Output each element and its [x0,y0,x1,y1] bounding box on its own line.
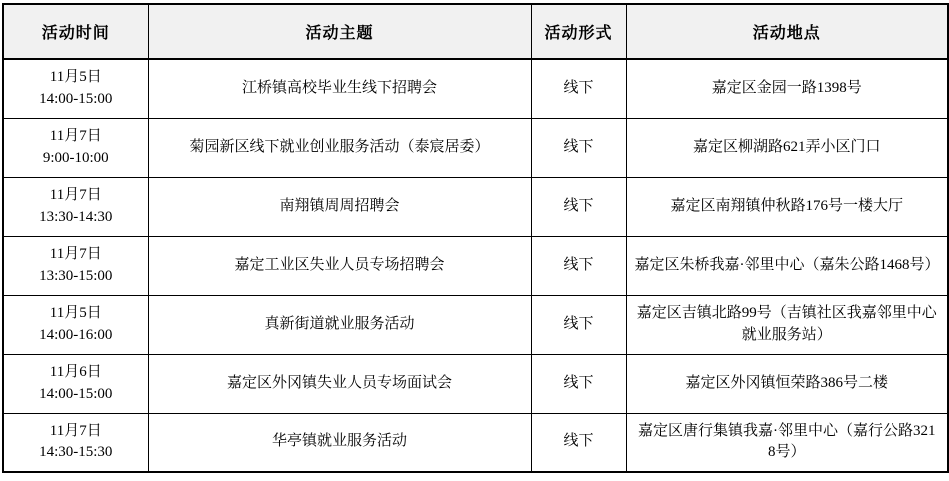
activity-date: 11月5日 [49,69,102,85]
table-row [3,354,948,413]
cell-activity-theme: 华亭镇就业服务活动 [148,413,531,472]
cell-activity-location: 嘉定区朱桥我嘉·邻里中心（嘉朱公路1468号） [626,236,948,295]
activity-time-range: 14:00-15:00 [39,385,113,402]
activity-date: 11月7日 [49,186,102,203]
header-activity-theme: 活动主题 [148,4,531,59]
cell-activity-location: 嘉定区吉镇北路99号（吉镇社区我嘉邻里中心就业服务站） [626,295,948,354]
cell-activity-time [3,59,148,118]
cell-activity-format: 线下 [531,118,626,177]
cell-activity-location: 嘉定区唐行集镇我嘉·邻里中心（嘉行公路3218号） [626,413,948,472]
cell-activity-format: 线下 [531,236,626,295]
activity-date: 11月7日 [49,127,102,144]
cell-activity-location: 嘉定区南翔镇仲秋路176号一楼大厅 [626,177,948,236]
cell-activity-time [3,295,148,354]
activity-time-range: 13:30-15:00 [39,267,113,284]
activity-time-range: 14:00-16:00 [39,326,113,343]
cell-activity-time [3,413,148,472]
activity-date: 11月7日 [49,422,102,439]
activity-date: 11月7日 [49,245,102,262]
cell-activity-theme: 南翔镇周周招聘会 [148,177,531,236]
header-activity-location: 活动地点 [626,4,948,59]
cell-activity-time [3,236,148,295]
activity-time-range: 14:00-15:00 [39,90,113,107]
table-row [3,177,948,236]
cell-activity-format: 线下 [531,295,626,354]
cell-activity-format: 线下 [531,177,626,236]
cell-activity-theme: 嘉定工业区失业人员专场招聘会 [148,236,531,295]
cell-activity-theme: 真新街道就业服务活动 [148,295,531,354]
cell-activity-location: 嘉定区外冈镇恒荣路386号二楼 [626,354,948,413]
cell-activity-theme: 菊园新区线下就业创业服务活动（泰宸居委） [148,118,531,177]
cell-activity-format: 线下 [531,59,626,118]
table-row [3,413,948,472]
table-row [3,118,948,177]
cell-activity-theme: 嘉定区外冈镇失业人员专场面试会 [148,354,531,413]
table-row [3,59,948,118]
table-row [3,236,948,295]
header-row [3,4,948,59]
activity-time-range: 13:30-14:30 [39,208,113,225]
cell-activity-time [3,177,148,236]
activity-schedule-table [2,3,949,473]
cell-activity-location: 嘉定区柳湖路621弄小区门口 [626,118,948,177]
activity-time-range: 9:00-10:00 [42,149,109,166]
activity-date: 11月6日 [49,363,102,380]
cell-activity-theme: 江桥镇高校毕业生线下招聘会 [148,59,531,118]
activity-date: 11月5日 [49,304,102,321]
cell-activity-time [3,354,148,413]
cell-activity-format: 线下 [531,413,626,472]
activity-time-range: 14:30-15:30 [39,444,113,461]
header-activity-format: 活动形式 [531,4,626,59]
header-activity-time: 活动时间 [3,4,148,59]
cell-activity-location: 嘉定区金园一路1398号 [626,59,948,118]
table-row [3,295,948,354]
cell-activity-time [3,118,148,177]
cell-activity-format: 线下 [531,354,626,413]
